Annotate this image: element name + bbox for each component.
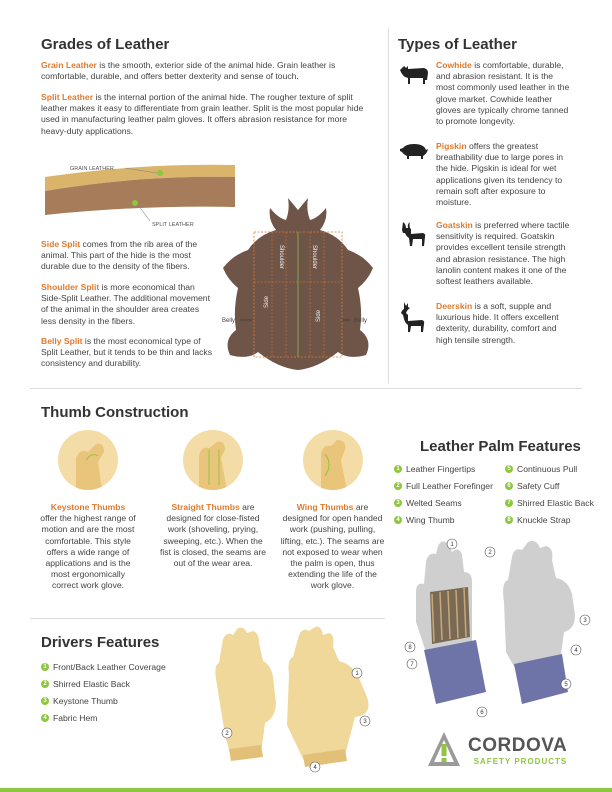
goatskin-term: Goatskin xyxy=(436,220,473,230)
drivers-features-list xyxy=(41,658,211,726)
brand-name: CORDOVA xyxy=(468,734,568,756)
type-item-goatskin xyxy=(398,220,571,287)
palm-feature-item: 2 Full Leather Forefinger xyxy=(394,477,499,494)
bottom-accent-bar xyxy=(0,788,612,792)
driver-callout-1: 1 xyxy=(355,671,359,677)
drivers-feature-item: 3 Keystone Thumb xyxy=(41,692,211,709)
palm-features-col1 xyxy=(394,460,499,528)
feature-number-badge: 2 xyxy=(394,482,402,490)
feature-number-badge: 8 xyxy=(505,516,513,524)
feature-number-badge: 4 xyxy=(394,516,402,524)
side-split-term: Side Split xyxy=(41,239,81,249)
hide-diagram xyxy=(218,190,378,380)
palm-callout-1: 1 xyxy=(450,542,454,548)
shoulder-split-term: Shoulder Split xyxy=(41,282,100,292)
feature-number-badge: 6 xyxy=(505,482,513,490)
palm-callout-2: 2 xyxy=(488,550,492,556)
goatskin-text: is preferred where tactile sensitivity is required. Goatskin provides excellent tensile strength and abrasion resistance. The high lanolin content makes it one of the softest leathers available. xyxy=(436,220,570,287)
palm-glove-left-cuff xyxy=(424,640,486,704)
cowhide-text: is comfortable, durable, and abrasion resistant. It is the most commonly used leather in the glove market. Cowhide leather gloves are typically chrome tanned to promote longevity. xyxy=(436,60,570,127)
feature-number-badge: 7 xyxy=(505,499,513,507)
split-leather-label: SPLIT LEATHER xyxy=(152,222,194,228)
palm-feature-item: 3 Welted Seams xyxy=(394,494,499,511)
type-item-cowhide xyxy=(398,60,571,127)
side-split-text: comes from the rib area of the animal. This part of the hide is the most durable due to the density of the fibers. xyxy=(41,239,198,272)
types-title: Types of Leather xyxy=(398,36,517,53)
deerskin-term: Deerskin xyxy=(436,301,473,311)
brand-tagline: SAFETY PRODUCTS xyxy=(473,756,568,766)
palm-features-col2 xyxy=(505,460,610,528)
keystone-thumb-illustration xyxy=(58,430,118,490)
column-divider xyxy=(388,28,389,383)
palm-feature-item: 5 Continuous Pull xyxy=(505,460,610,477)
feature-number-badge: 3 xyxy=(394,499,402,507)
belly-split-term: Belly Split xyxy=(41,336,83,346)
feature-number-badge: 3 xyxy=(41,697,49,705)
drivers-feature-item: 2 Shirred Elastic Back xyxy=(41,675,211,692)
palm-title: Leather Palm Features xyxy=(420,438,581,455)
keystone-thumb-column xyxy=(38,430,138,592)
driver-callout-4: 4 xyxy=(313,765,317,771)
section-divider-left xyxy=(30,618,385,619)
palm-feature-item: 8 Knuckle Strap xyxy=(505,511,610,528)
grain-marker-dot xyxy=(157,170,163,176)
driver-callout-3: 3 xyxy=(363,719,367,725)
goat-icon xyxy=(398,220,428,248)
cordova-triangle-logo xyxy=(426,730,462,770)
driver-gloves-illustration xyxy=(205,625,385,773)
deer-icon xyxy=(398,301,428,333)
palm-glove-right-leather xyxy=(503,541,575,670)
split-leather-paragraph xyxy=(41,92,371,137)
straight-thumb-illustration xyxy=(183,430,243,490)
palm-callout-4: 4 xyxy=(574,648,578,654)
grain-leather-term: Grain Leather xyxy=(41,60,97,70)
split-leather-term: Split Leather xyxy=(41,92,94,102)
feature-number-badge: 1 xyxy=(394,465,402,473)
grain-leather-label: GRAIN LEATHER xyxy=(70,166,114,172)
palm-gloves-illustration xyxy=(396,532,596,722)
belly-split-paragraph xyxy=(41,336,216,370)
palm-callout-3: 3 xyxy=(583,618,587,624)
drivers-title: Drivers Features xyxy=(41,634,160,651)
palm-callout-8: 8 xyxy=(408,645,412,651)
wing-term: Wing Thumbs xyxy=(296,502,354,512)
leather-layers-diagram xyxy=(40,155,240,230)
palm-callout-5: 5 xyxy=(564,682,568,688)
type-item-pigskin xyxy=(398,141,571,208)
wing-text: are designed for open handed work (pushing, pulling, lifting, etc.). The seams are not exposed to wear when the palm is open, thus extending the life of the work glove. xyxy=(280,502,385,591)
grain-leather-text: is the smooth, exterior side of the animal hide. Grain leather is comfortable, durable, and offers better dexterity and sense of touch. xyxy=(41,60,336,82)
grain-leather-paragraph xyxy=(41,60,371,82)
palm-feature-item: 1 Leather Fingertips xyxy=(394,460,499,477)
driver-glove-right xyxy=(287,627,369,763)
palm-callout-7: 7 xyxy=(410,662,414,668)
driver-callout-2: 2 xyxy=(225,731,229,737)
pig-icon xyxy=(398,141,428,161)
feature-number-badge: 5 xyxy=(505,465,513,473)
cowhide-term: Cowhide xyxy=(436,60,472,70)
side-split-paragraph xyxy=(41,239,216,273)
straight-thumb-column xyxy=(158,430,268,569)
wing-thumb-illustration xyxy=(303,430,363,490)
belly-split-text: is the most economical type of Split Leather, but it tends to be thin and lacks consistency and durability. xyxy=(41,336,213,369)
hide-label-shoulder-right: Shoulder xyxy=(311,245,317,270)
grades-title: Grades of Leather xyxy=(41,36,170,53)
straight-term: Straight Thumbs xyxy=(171,502,240,512)
pigskin-term: Pigskin xyxy=(436,141,467,151)
cow-icon xyxy=(398,60,428,86)
shoulder-split-text: is more economical than Side-Split Leather. The additional movement of the animal in the shoulder area creates less density in the fibers. xyxy=(41,282,210,326)
feature-number-badge: 2 xyxy=(41,680,49,688)
palm-callout-6: 6 xyxy=(480,710,484,716)
feature-number-badge: 1 xyxy=(41,663,49,671)
brand-logo xyxy=(426,730,567,770)
drivers-feature-item: 4 Fabric Hem xyxy=(41,709,211,726)
shoulder-split-paragraph xyxy=(41,282,216,327)
split-leather-text: is the internal portion of the animal hide. The rougher texture of split leather makes it easy to differentiate from grain leather. Split is the most popular hide used in manufacturing leather palm gloves. It offers abrasion resistance for more heavy-duty applications. xyxy=(41,92,364,136)
palm-feature-item: 6 Safety Cuff xyxy=(505,477,610,494)
hide-label-side-right: Side xyxy=(316,309,322,322)
hide-label-side-left: Side xyxy=(264,295,270,308)
hide-label-belly-left: Belly xyxy=(222,318,236,324)
wing-thumb-column xyxy=(280,430,385,592)
palm-feature-item: 4 Wing Thumb xyxy=(394,511,499,528)
straight-text: are designed for close-fisted work (shoveling, prying, sweeping, etc.). When the fist is closed, the seams are out of the wear area. xyxy=(159,502,267,569)
type-item-deerskin xyxy=(398,301,571,346)
feature-number-badge: 4 xyxy=(41,714,49,722)
hide-label-belly-right: Belly xyxy=(354,318,368,324)
keystone-text: offer the highest range of motion and are the most comfortable. This style offers a wide range of applications and is the most ergonomically correct work glove. xyxy=(40,513,136,591)
keystone-term: Keystone Thumbs xyxy=(50,502,126,512)
pigskin-text: offers the greatest breathability due to large pores in the hide. Pigskin is ideal for wet applications given its tendency to remain soft after exposure to moisture. xyxy=(436,141,564,208)
split-marker-dot xyxy=(132,200,138,206)
palm-feature-item: 7 Shirred Elastic Back xyxy=(505,494,610,511)
thumb-title: Thumb Construction xyxy=(41,404,189,421)
hide-label-shoulder-left: Shoulder xyxy=(278,245,284,270)
deerskin-text: is a soft, supple and luxurious hide. It offers excellent dexterity, durability, comfort and high tensile strength. xyxy=(436,301,559,345)
section-divider-top xyxy=(30,388,582,389)
drivers-feature-item: 1 Front/Back Leather Coverage xyxy=(41,658,211,675)
